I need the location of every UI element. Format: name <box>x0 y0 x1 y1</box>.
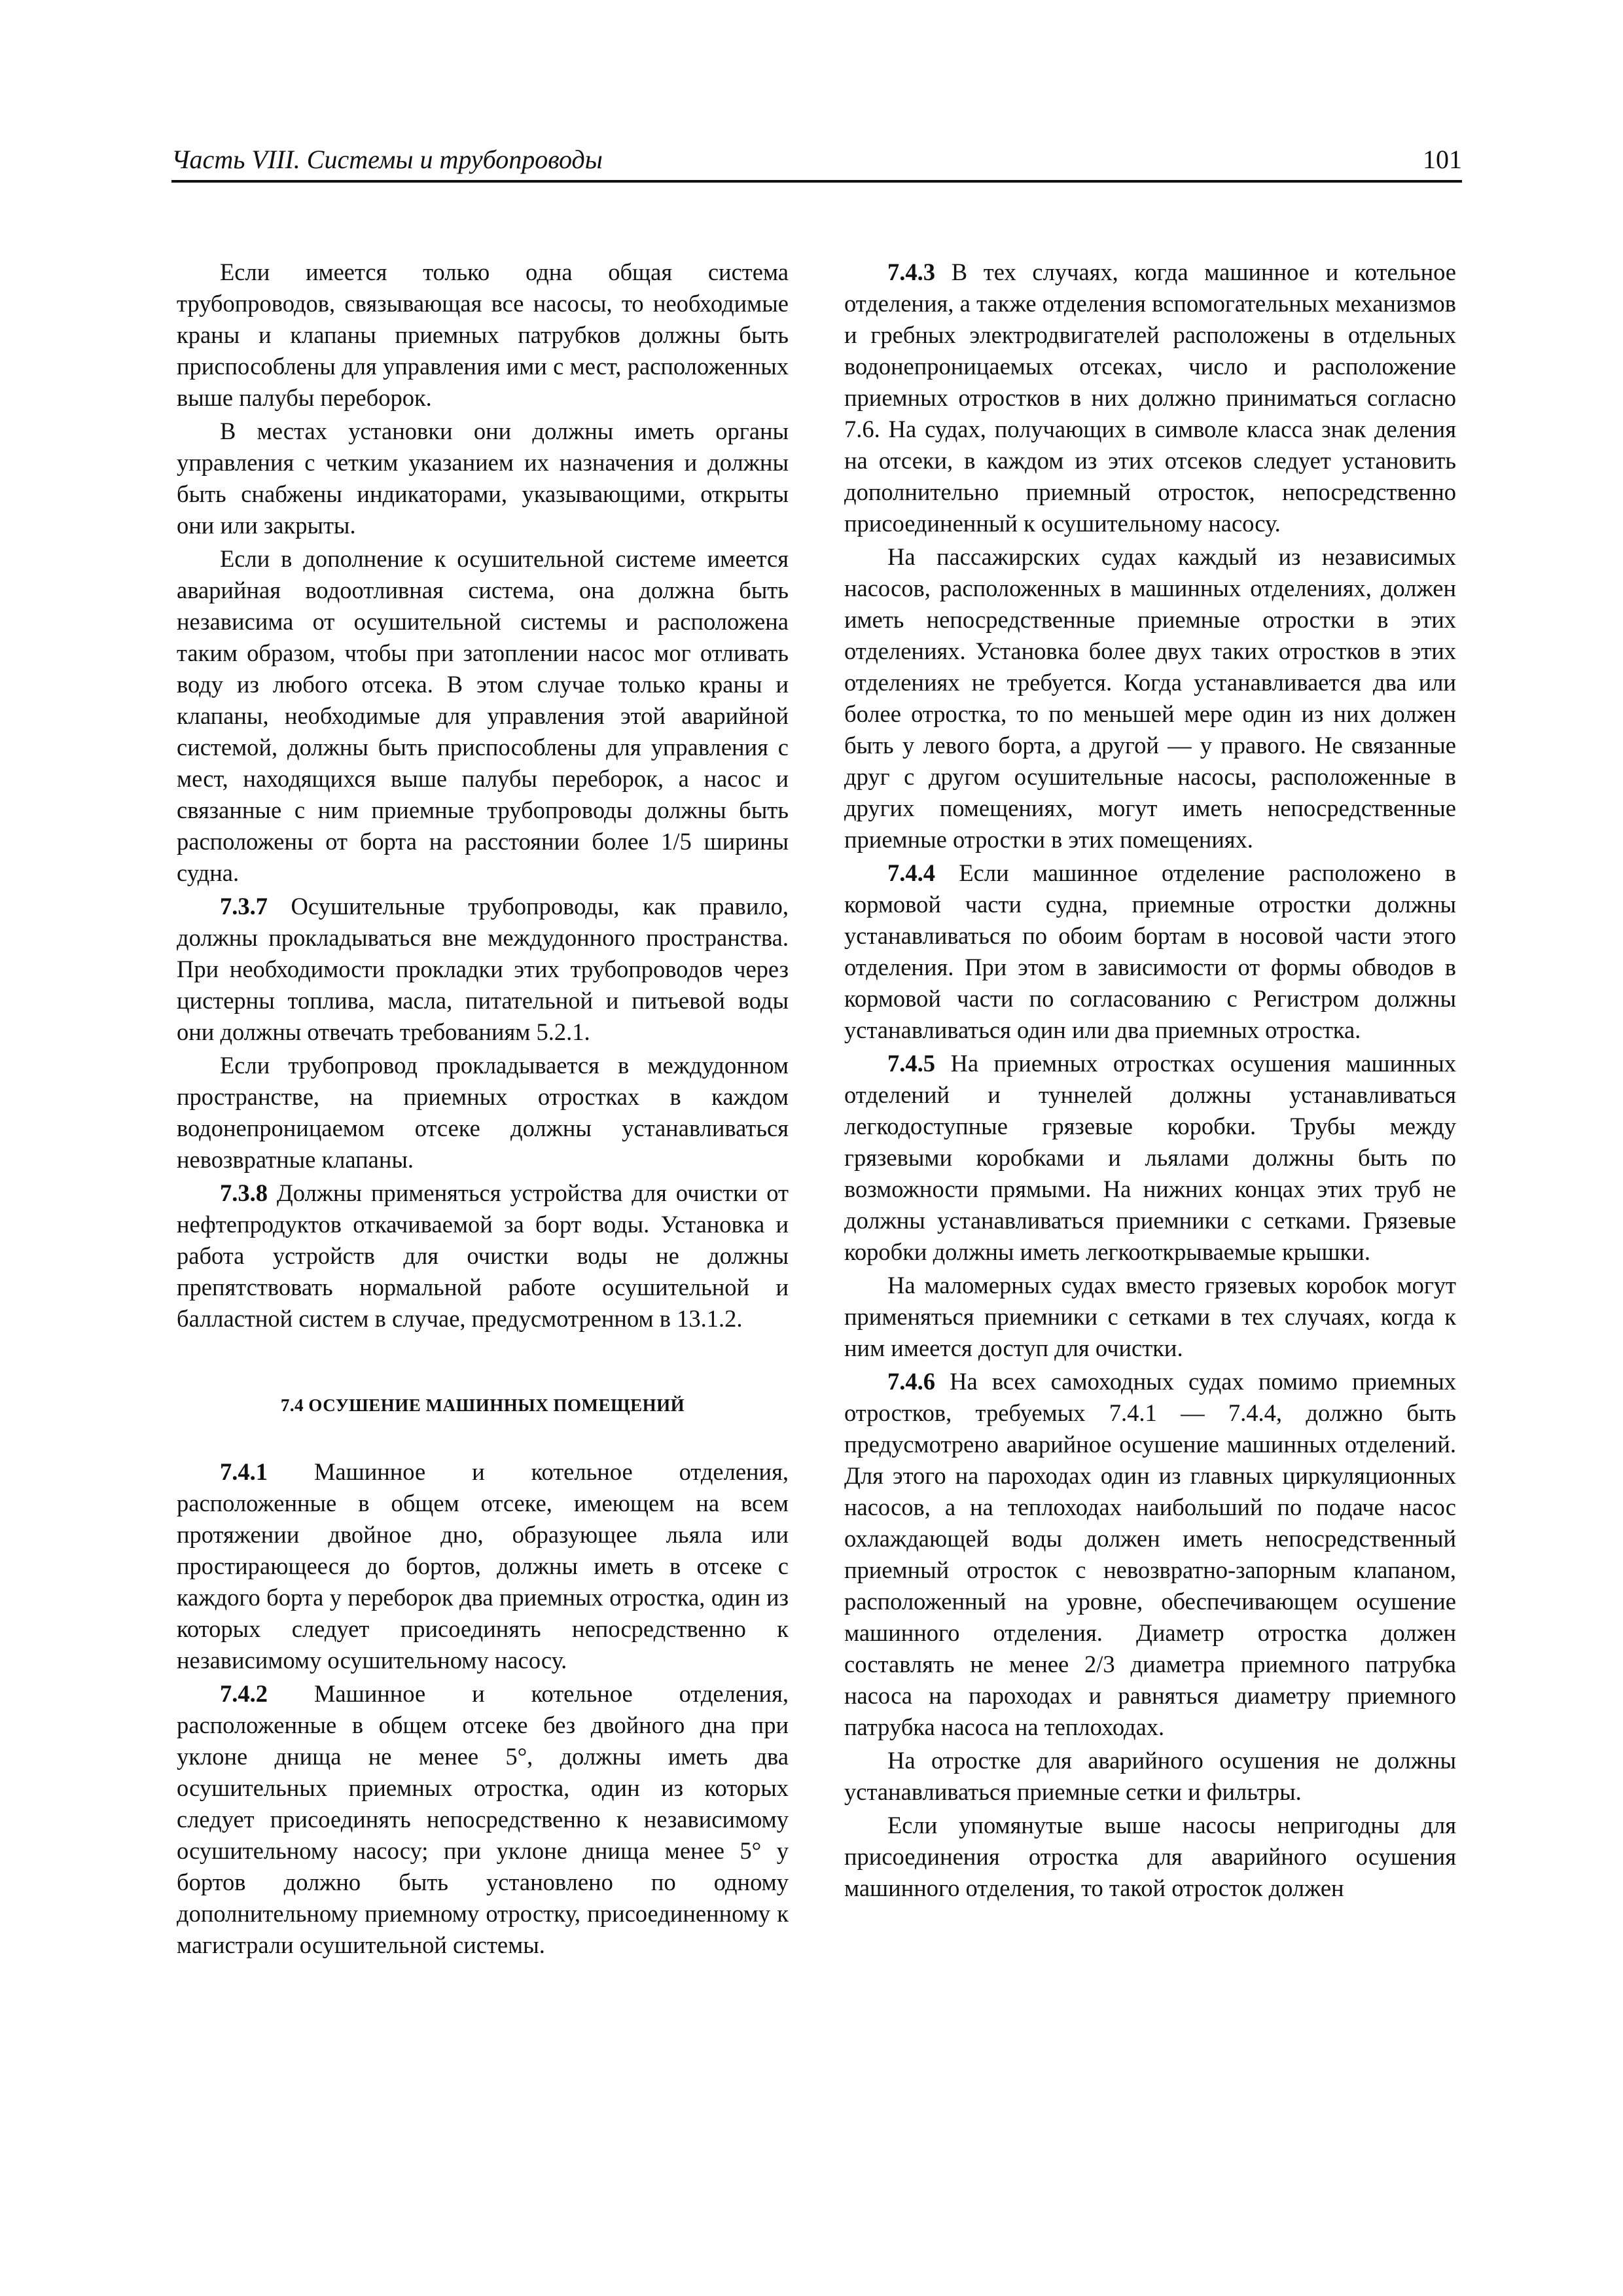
paragraph <box>177 543 789 889</box>
paragraph <box>177 1177 789 1335</box>
paragraph-text: Машинное и котельное отделения, расположенные в общем отсеке без двойного дна при уклоне днища не менее 5°, должны иметь два осушительных приемных отростка, один из которых следует присоединять непосредственно к независимому осушительному насосу; при уклоне днища менее 5° у бортов должно быть установлено по одному дополнительному приемному отростку, присоединенному к магистрали осушительной системы. <box>177 1680 789 1958</box>
paragraph-text: Если в дополнение к осушительной системе имеется аварийная водоотливная система, она должна быть независима от осушительной системы и расположена таким образом, чтобы при затоплении насос мог отливать воду из любого отсека. В этом случае только краны и клапаны, необходимые для управления этой аварийной системой, должны быть приспособлены для управления с мест, находящихся выше палубы переборок, а насос и связанные с ним приемные трубопроводы должны быть расположены от борта на расстоянии более 1/5 ширины судна. <box>177 545 789 886</box>
paragraph-text: Если трубопровод прокладывается в междудонном пространстве, на приемных отростках в каждом водонепроницаемом отсеке должны устанавливаться невозвратные клапаны. <box>177 1052 789 1173</box>
paragraph-text: Осушительные трубопроводы, как правило, должны прокладываться вне междудонного пространства. При необходимости прокладки этих трубопроводов через цистерны топлива, масла, питательной и питьевой воды они должны отвечать требованиям 5.2.1. <box>177 893 789 1045</box>
paragraph <box>177 1456 789 1676</box>
paragraph <box>844 1745 1456 1808</box>
clause-number: 7.4.4 <box>887 859 935 886</box>
paragraph-text: На маломерных судах вместо грязевых коробок могут применяться приемники с сетками в тех случаях, когда к ним имеется доступ для очистки. <box>844 1272 1456 1361</box>
paragraph-text: Должны применяться устройства для очистки от нефтепродуктов откачиваемой за борт воды. Установка и работа устройств для очистки воды не должны препятствовать нормальной работе осушительной и балластной систем в случае, предусмотренном в 13.1.2. <box>177 1179 789 1332</box>
clause-number: 7.4.6 <box>887 1368 935 1395</box>
paragraph-text: На приемных отростках осушения машинных отделений и туннелей должны устанавливаться легкодоступные грязевые коробки. Трубы между грязевыми коробками и льялами должны быть по возможности прямыми. На нижних концах этих труб не должны устанавливаться приемники с сетками. Грязевые коробки должны иметь легкооткрываемые крышки. <box>844 1050 1456 1265</box>
paragraph-text: Если упомянутые выше насосы непригодны для присоединения отростка для аварийного осушения машинного отделения, то такой отросток должен <box>844 1812 1456 1901</box>
paragraph-text: Если имеется только одна общая система трубопроводов, связывающая все насосы, то необходимые краны и клапаны приемных патрубков должны быть приспособлены для управления ими с мест, расположенных выше палубы переборок. <box>177 259 789 411</box>
paragraph-text: В тех случаях, когда машинное и котельное отделения, а также отделения вспомогательных механизмов и гребных электродвигателей расположены в отдельных водонепроницаемых отсеках, число и расположение приемных отростков в них должно приниматься согласно 7.6. На судах, получающих в символе класса знак деления на отсеки, в каждом из этих отсеков следует установить дополнительно приемный отросток, непосредственно присоединенный к осушительному насосу. <box>844 259 1456 537</box>
paragraph <box>177 1050 789 1175</box>
section-heading: 7.4 ОСУШЕНИЕ МАШИННЫХ ПОМЕЩЕНИЙ <box>280 1395 685 1415</box>
right-column <box>844 257 1456 1906</box>
left-column <box>177 257 789 1963</box>
paragraph-text: В местах установки они должны иметь органы управления с четким указанием их назначения и должны быть снабжены индикаторами, указывающими, открыты они или закрыты. <box>177 418 789 539</box>
paragraph <box>844 1270 1456 1364</box>
paragraph-text: На отростке для аварийного осушения не должны устанавливаться приемные сетки и фильтры. <box>844 1747 1456 1805</box>
paragraph-text: Если машинное отделение расположено в кормовой части судна, приемные отростки должны устанавливаться по обоим бортам в носовой части этого отделения. При этом в зависимости от формы обводов в кормовой части по согласованию с Регистром должны устанавливаться один или два приемных отростка. <box>844 859 1456 1043</box>
paragraph-text: На всех самоходных судах помимо приемных отростков, требуемых 7.4.1 — 7.4.4, должно быть предусмотрено аварийное осушение машинных отделений. Для этого на пароходах один из главных циркуляционных насосов, а на теплоходах наибольший по подаче насос охлаждающей воды должен иметь непосредственный приемный отросток с невозвратно-запорным клапаном, расположенный на уровне, обеспечивающем осушение машинного отделения. Диаметр отростка должен составлять не менее 2/3 диаметра приемного патрубка насоса на пароходах и равняться диаметру приемного патрубка насоса на теплоходах. <box>844 1368 1456 1740</box>
paragraph <box>177 891 789 1048</box>
paragraph <box>844 1048 1456 1268</box>
paragraph-text: Машинное и котельное отделения, расположенные в общем отсеке, имеющем на всем протяжении двойное дно, образующее льяла или простирающееся до бортов, должны иметь в отсеке с каждого борта у переборок два приемных отростка, один из которых следует присоединять непосредственно к независимому осушительному насосу. <box>177 1458 789 1674</box>
paragraph <box>844 257 1456 539</box>
clause-number: 7.3.7 <box>220 893 268 920</box>
paragraph <box>844 1810 1456 1904</box>
clause-number: 7.3.8 <box>220 1179 268 1206</box>
clause-number: 7.4.3 <box>887 259 935 285</box>
clause-number: 7.4.5 <box>887 1050 935 1077</box>
paragraph <box>844 857 1456 1046</box>
page-number: 101 <box>1423 145 1462 174</box>
paragraph <box>177 1678 789 1961</box>
running-header <box>171 141 1462 183</box>
header-title: Часть VIII. Системы и трубопроводы <box>171 145 603 174</box>
paragraph <box>844 541 1456 855</box>
paragraph-text: На пассажирских судах каждый из независимых насосов, расположенных в машинных отделениях, должен иметь непосредственные приемные отростки в этих отделениях. Установка более двух таких отростков в этих отделениях не требуется. Когда устанавливается два или более отростка, то по меньшей мере один из них должен быть у левого борта, а другой — у правого. Не связанные друг с другом осушительные насосы, расположенные в других помещениях, могут иметь непосредственные приемные отростки в этих помещениях. <box>844 543 1456 853</box>
clause-number: 7.4.1 <box>220 1458 268 1485</box>
clause-number: 7.4.2 <box>220 1680 268 1707</box>
paragraph <box>177 416 789 541</box>
paragraph <box>177 257 789 414</box>
paragraph <box>844 1366 1456 1743</box>
